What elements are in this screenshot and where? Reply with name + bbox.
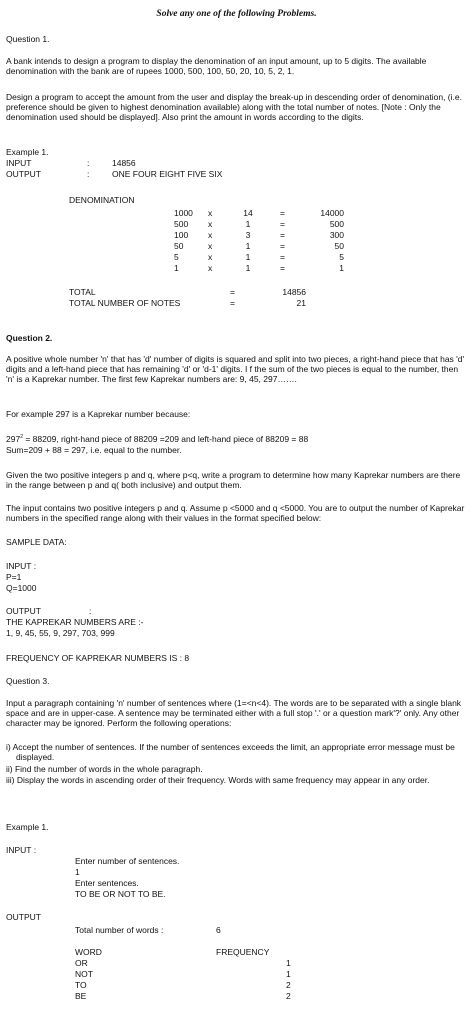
row-equals: = [280,252,285,262]
q2-square-exponent: 2 [20,434,23,441]
row-total: 500 [329,219,344,229]
total-words-value: 6 [216,925,221,935]
word-header: WORD [75,947,102,957]
row-equals: = [280,263,285,273]
q3-item-1: i) Accept the number of sentences. If the number of sentences exceeds the limit, an appropriate error message must be displayed. [6,742,455,762]
q2-frequency: FREQUENCY OF KAPREKAR NUMBERS IS : 8 [6,653,190,663]
q2-square-base: 297 [6,434,21,444]
q3-input-line: Enter sentences. [75,878,139,888]
row-count: 1 [245,219,251,229]
q2-paragraph-6: The input contains two positive integers p and q. Assume p <5000 and q <5000. You are to output the number of Kaprekar numbers in the specified range along with their values in the format specified below: [6,503,465,523]
q2-paragraph-1: A positive whole number 'n' that has 'd' number of digits is squared and split into two pieces, a right-hand piece that has 'd' digits and a left-hand piece that has remaining 'd' or 'd-1' digits. I f the sum of the two pieces is equal to the number, then 'n' is a Kaprekar number. The first few Kaprekar numbers are: 9, 45, 297……. [6,354,465,384]
row-total: 300 [329,230,344,240]
row-times: x [208,263,213,273]
q1-output-label: OUTPUT [6,169,41,179]
q2-square-rest: = 88209, right-hand piece of 88209 =209 and left-hand piece of 88209 = 88 [22,434,309,444]
q2-square-line [6,434,308,444]
denomination-header: DENOMINATION [69,195,135,205]
q1-title: Question 1. [6,34,50,44]
word-cell: BE [75,991,87,1001]
row-times: x [208,230,213,240]
row-count: 1 [245,241,251,251]
row-times: x [208,241,213,251]
row-equals: = [280,208,285,218]
word-cell: NOT [75,969,93,979]
q3-title: Question 3. [6,676,50,686]
q2-output-label: OUTPUT [6,606,41,616]
q1-input-value: 14856 [112,158,136,168]
row-denomination: 1 [174,263,179,273]
row-denomination: 5 [174,252,179,262]
q3-input-line: TO BE OR NOT TO BE. [75,889,166,899]
total-label: TOTAL [69,287,96,297]
row-denomination: 50 [174,241,184,251]
row-equals: = [280,241,285,251]
row-denomination: 500 [174,219,189,229]
notes-label: TOTAL NUMBER OF NOTES [69,298,181,308]
q3-input-line: 1 [75,867,80,877]
row-total: 50 [334,241,344,251]
q3-input-label: INPUT : [6,845,37,855]
q2-title: Question 2. [6,333,53,343]
row-times: x [208,252,213,262]
total-words-label: Total number of words : [75,925,164,935]
notes-equals: = [230,298,235,308]
q1-input-colon: : [87,158,90,168]
q2-input-label: INPUT : [6,561,37,571]
frequency-cell: 1 [286,958,291,968]
q1-output-value: ONE FOUR EIGHT FIVE SIX [112,169,223,179]
q1-input-label: INPUT [6,158,32,168]
q2-paragraph-5: Given the two positive integers p and q, where p<q, write a program to determine how many Kaprekar numbers are there in the range between p and q( both inclusive) and output them. [6,470,461,490]
q2-paragraph-2: For example 297 is a Kaprekar number because: [6,409,191,419]
row-count: 3 [245,230,251,240]
q1-paragraph-2: Design a program to accept the amount from the user and display the break-up in descending order of denomination, (i.e. preference should be given to highest denomination available) along with the total number of notes. [Note : Only the denomination used should be displayed]. Also print the amount in words according to the digits. [6,92,462,122]
total-value: 14856 [282,287,306,297]
frequency-cell: 2 [286,980,291,990]
q2-output-colon: : [89,606,92,616]
q1-output-colon: : [87,169,90,179]
row-total: 1 [339,263,344,273]
row-equals: = [280,219,285,229]
q2-input-q: Q=1000 [6,583,37,593]
q3-input-line: Enter number of sentences. [75,856,180,866]
row-equals: = [280,230,285,240]
page-heading: Solve any one of the following Problems. [156,9,317,19]
row-count: 14 [243,208,253,218]
frequency-header: FREQUENCY [216,947,270,957]
q2-input-p: P=1 [6,572,22,582]
word-cell: OR [75,958,88,968]
q2-result-title: THE KAPREKAR NUMBERS ARE :- [6,617,144,627]
q2-result-values: 1, 9, 45, 55, 9, 297, 703, 999 [6,628,115,638]
q3-item-2: ii) Find the number of words in the whole paragraph. [6,764,203,774]
q2-sample-data: SAMPLE DATA: [6,537,67,547]
frequency-cell: 1 [286,969,291,979]
row-times: x [208,219,213,229]
q3-example-label: Example 1. [6,822,49,832]
q3-item-3: iii) Display the words in ascending order of their frequency. Words with same frequency may appear in any order. [6,775,430,785]
row-denomination: 100 [174,230,189,240]
q3-paragraph-1: Input a paragraph containing 'n' number of sentences where (1=<n<4). The words are to be separated with a single blank space and are in upper-case. A sentence may be terminated either with a full stop '.' or a question mark'?' only. Any other character may be ignored. Perform the following operations: [6,698,462,728]
word-cell: TO [75,980,87,990]
q1-paragraph-1: A bank intends to design a program to display the denomination of an input amount, up to 5 digits. The available denomination with the bank are of rupees 1000, 500, 100, 50, 20, 10, 5, 2, 1. [6,56,427,76]
row-count: 1 [245,263,251,273]
row-denomination: 1000 [174,208,193,218]
q3-output-label: OUTPUT [6,912,41,922]
row-total: 5 [339,252,344,262]
q1-example-label: Example 1. [6,147,49,157]
row-total: 14000 [320,208,344,218]
row-count: 1 [245,252,251,262]
row-times: x [208,208,213,218]
q2-sum-line: Sum=209 + 88 = 297, i.e. equal to the number. [6,445,182,455]
total-equals: = [230,287,235,297]
notes-value: 21 [296,298,306,308]
frequency-cell: 2 [286,991,291,1001]
